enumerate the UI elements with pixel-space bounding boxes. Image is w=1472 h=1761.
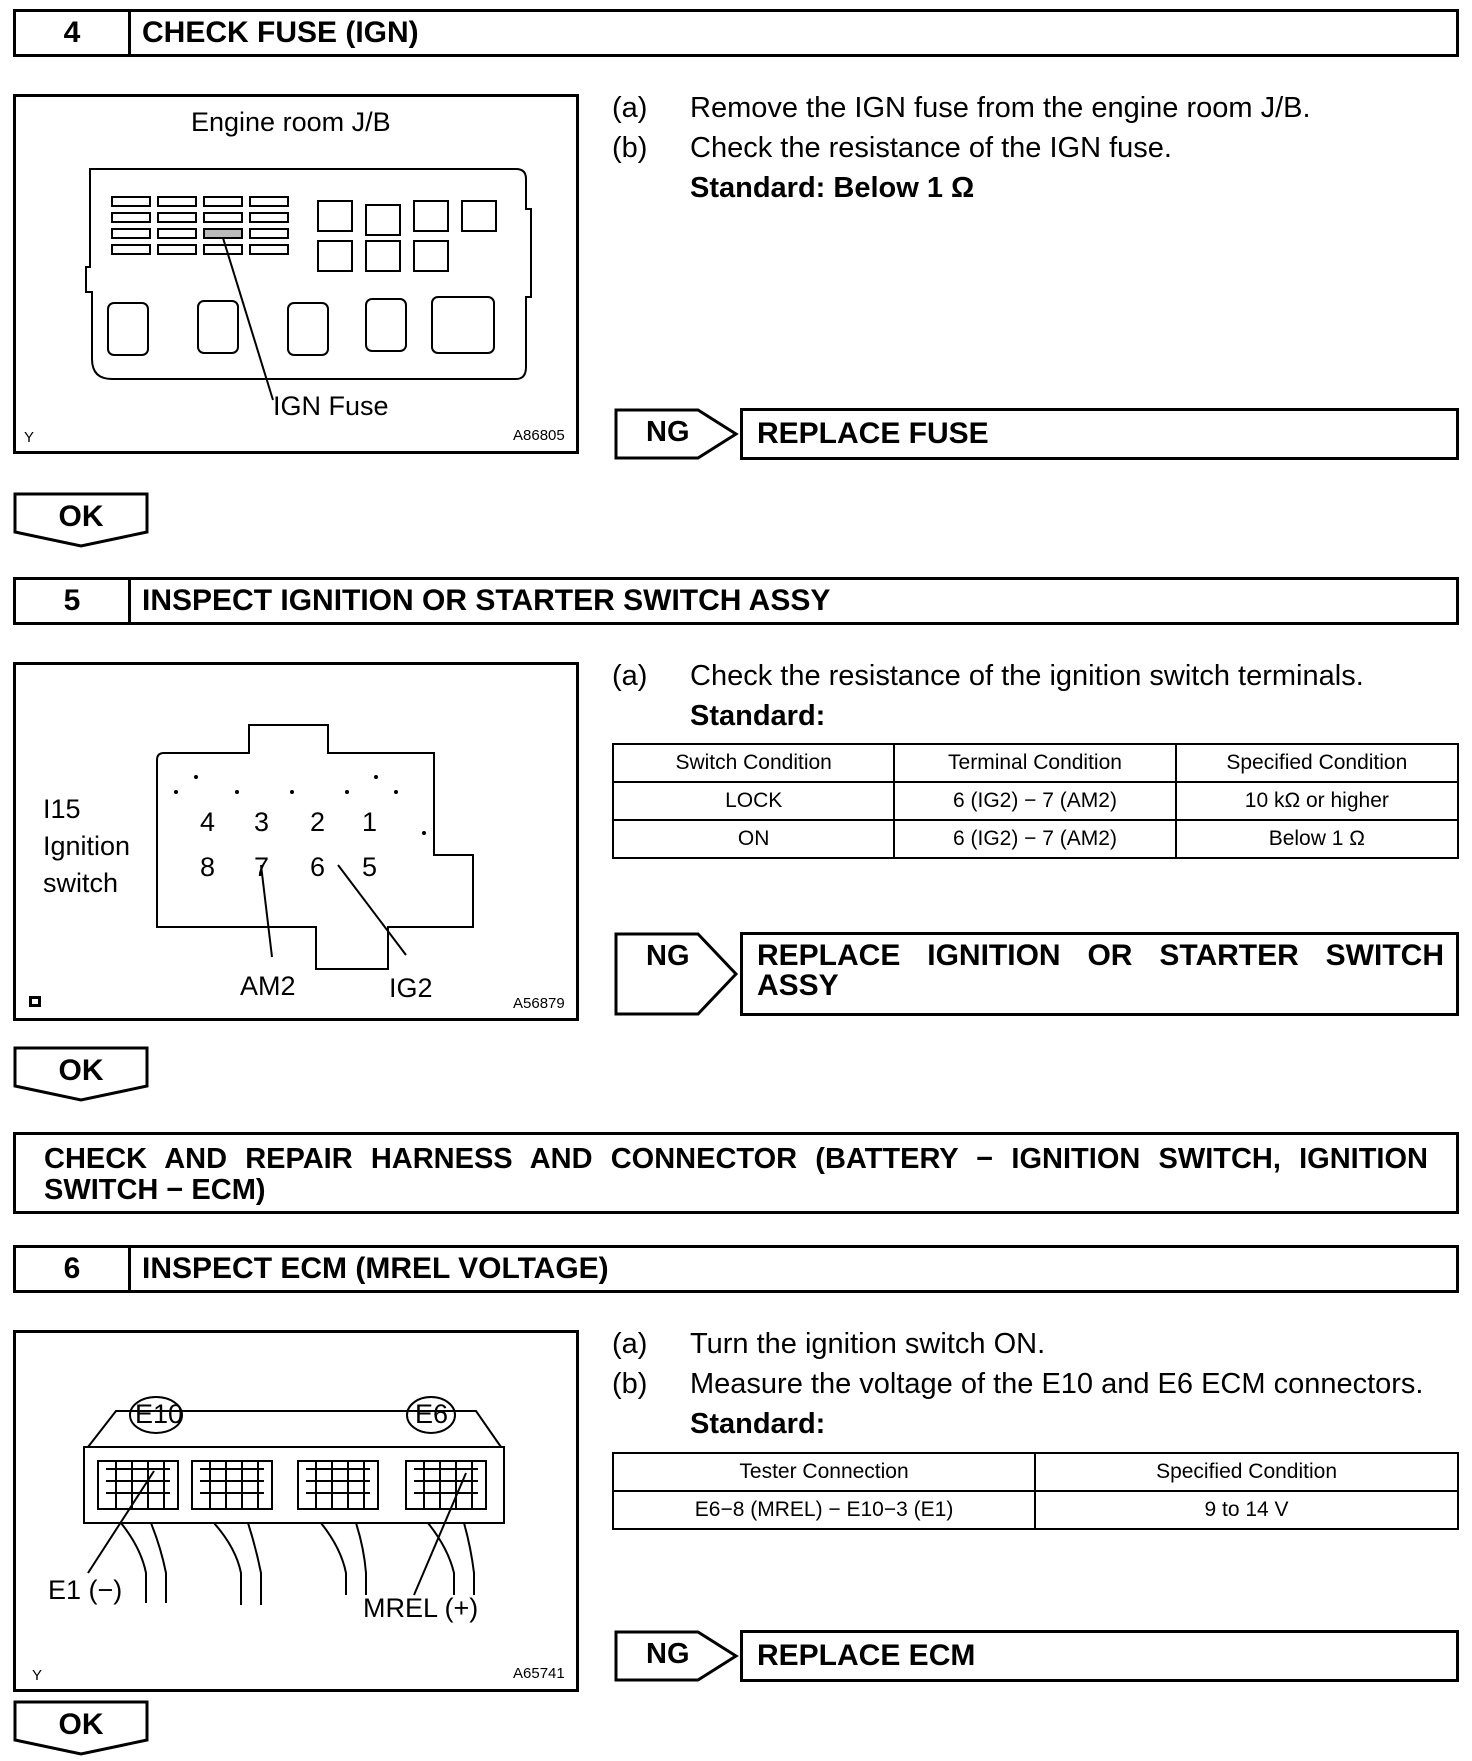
connector-e10-label: E10 bbox=[135, 1399, 184, 1429]
pin-label: 7 bbox=[254, 852, 270, 882]
table-cell: LOCK bbox=[613, 782, 894, 820]
engine-room-jb-label: Engine room J/B bbox=[191, 107, 391, 137]
instruction-line: (a) Remove the IGN fuse from the engine room J/B. bbox=[612, 92, 1311, 124]
pin-label: 6 bbox=[310, 852, 326, 882]
step6-number: 6 bbox=[16, 1248, 131, 1290]
step4-instructions bbox=[612, 88, 1311, 208]
e1-terminal-label: E1 (−) bbox=[48, 1575, 123, 1605]
table-cell: Below 1 Ω bbox=[1176, 820, 1458, 858]
table-header-cell: Terminal Condition bbox=[894, 744, 1175, 782]
ng-label: NG bbox=[646, 1638, 690, 1670]
table-cell: 6 (IG2) − 7 (AM2) bbox=[894, 820, 1175, 858]
figure-code: A86805 bbox=[513, 427, 565, 444]
ecm-connectors-illustration bbox=[16, 1333, 576, 1689]
step6-spec-table bbox=[612, 1452, 1459, 1530]
step5-header bbox=[13, 577, 1459, 625]
step4-figure bbox=[13, 94, 579, 454]
table-cell: ON bbox=[613, 820, 894, 858]
connector-e6-label: E6 bbox=[415, 1399, 449, 1429]
pin-label: 4 bbox=[200, 807, 216, 837]
standard-label: Standard: bbox=[690, 1408, 826, 1440]
step6-ok-branch bbox=[13, 1700, 149, 1756]
connector-view-icon bbox=[28, 993, 44, 1009]
figure-corner-mark: Y bbox=[32, 1667, 43, 1684]
step5-number: 5 bbox=[16, 580, 131, 622]
ng-action: REPLACE FUSE bbox=[740, 408, 1459, 460]
ng-action: REPLACE ECM bbox=[740, 1630, 1459, 1682]
step4-title: CHECK FUSE (IGN) bbox=[142, 16, 419, 49]
step6-title: INSPECT ECM (MREL VOLTAGE) bbox=[142, 1252, 609, 1285]
figure-code: A65741 bbox=[513, 1665, 565, 1682]
connector-name-label: Ignition bbox=[43, 831, 131, 861]
table-header-cell: Specified Condition bbox=[1035, 1453, 1458, 1491]
instruction-line: (a) Turn the ignition switch ON. bbox=[612, 1328, 1046, 1360]
connector-name-label: switch bbox=[43, 868, 119, 898]
repair-line: CHECK AND REPAIR HARNESS AND CONNECTOR (BATTERY − IGNITION SWITCH, IGNITION bbox=[44, 1143, 1428, 1175]
figure-code: A56879 bbox=[513, 995, 565, 1012]
repair-harness-box bbox=[13, 1132, 1459, 1214]
ok-label: OK bbox=[58, 1054, 104, 1087]
step6-header bbox=[13, 1245, 1459, 1293]
step6-figure bbox=[13, 1330, 579, 1692]
repair-line: SWITCH − ECM) bbox=[44, 1174, 266, 1206]
table-cell: 9 to 14 V bbox=[1035, 1491, 1458, 1529]
step5-instructions bbox=[612, 656, 1364, 736]
table-cell: 6 (IG2) − 7 (AM2) bbox=[894, 782, 1175, 820]
table-row bbox=[613, 820, 1458, 858]
figure-corner-mark: Y bbox=[24, 429, 35, 446]
step4-ok-branch bbox=[13, 492, 149, 548]
step6-instructions bbox=[612, 1324, 1423, 1444]
ok-label: OK bbox=[58, 500, 104, 533]
table-header-row bbox=[613, 1453, 1458, 1491]
table-header-cell: Specified Condition bbox=[1176, 744, 1458, 782]
step5-title: INSPECT IGNITION OR STARTER SWITCH ASSY bbox=[142, 584, 831, 617]
pin-label: 5 bbox=[362, 852, 378, 882]
ign-fuse-slot bbox=[204, 229, 242, 238]
mrel-terminal-label: MREL (+) bbox=[363, 1593, 479, 1623]
pin-label: 3 bbox=[254, 807, 270, 837]
ign-fuse-label: IGN Fuse bbox=[273, 391, 389, 421]
connector-id-label: I15 bbox=[43, 794, 81, 824]
ok-label: OK bbox=[58, 1708, 104, 1741]
step4-header bbox=[13, 9, 1459, 57]
pin-label: 8 bbox=[200, 852, 216, 882]
table-cell: 10 kΩ or higher bbox=[1176, 782, 1458, 820]
table-header-cell: Switch Condition bbox=[613, 744, 894, 782]
table-row bbox=[613, 1491, 1458, 1529]
table-header-cell: Tester Connection bbox=[613, 1453, 1035, 1491]
ig2-label: IG2 bbox=[389, 973, 433, 1003]
pin-label: 1 bbox=[362, 807, 378, 837]
standard-value: Standard: Below 1 Ω bbox=[690, 172, 975, 204]
ng-label: NG bbox=[646, 416, 690, 448]
step4-number: 4 bbox=[16, 12, 131, 54]
step5-spec-table bbox=[612, 743, 1459, 859]
table-header-row bbox=[613, 744, 1458, 782]
table-row bbox=[613, 782, 1458, 820]
instruction-line: (b) Measure the voltage of the E10 and E6 ECM connectors. bbox=[612, 1368, 1424, 1400]
ng-label: NG bbox=[646, 940, 690, 972]
pin-label: 2 bbox=[310, 807, 326, 837]
standard-label: Standard: bbox=[690, 700, 826, 732]
ng-action: REPLACE IGNITION OR STARTER SWITCH ASSY bbox=[740, 932, 1459, 1016]
instruction-line: (a) Check the resistance of the ignition switch terminals. bbox=[612, 660, 1364, 692]
am2-label: AM2 bbox=[240, 971, 296, 1001]
step5-figure bbox=[13, 662, 579, 1021]
step5-ok-branch bbox=[13, 1046, 149, 1102]
table-cell: E6−8 (MREL) − E10−3 (E1) bbox=[613, 1491, 1035, 1529]
instruction-line: (b) Check the resistance of the IGN fuse. bbox=[612, 132, 1172, 164]
